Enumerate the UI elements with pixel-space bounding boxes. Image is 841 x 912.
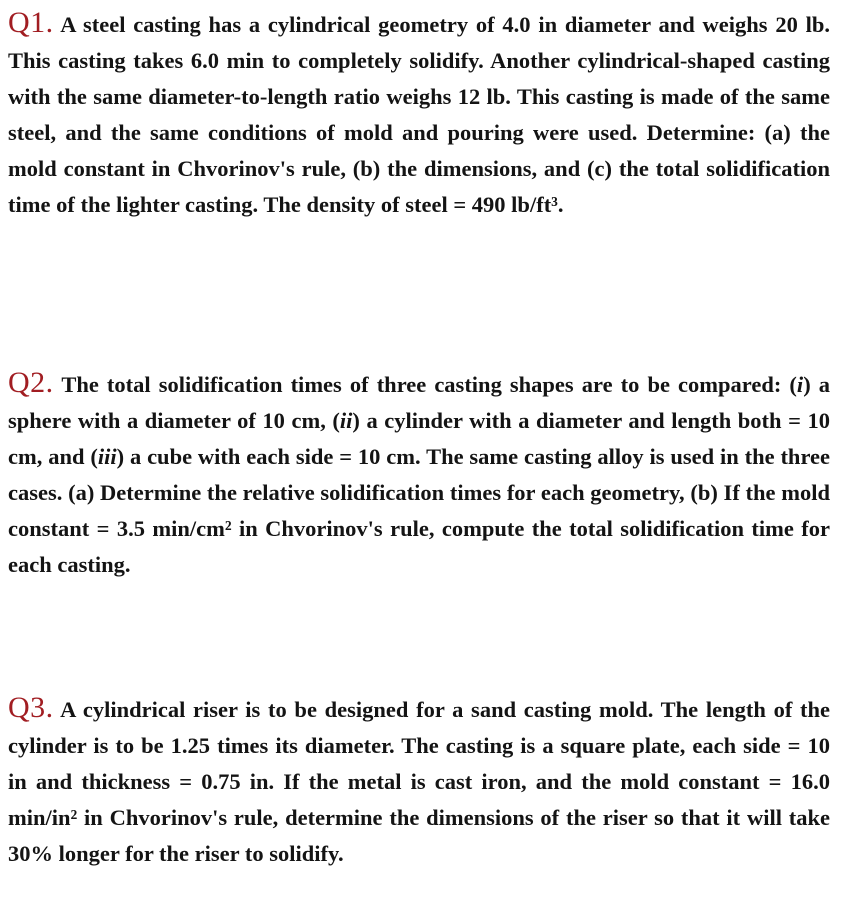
question-2 bbox=[8, 365, 830, 583]
question-2-text-part-2: ) a sphere with a diameter of 10 cm, ( bbox=[8, 372, 831, 433]
question-3-label: Q3. bbox=[8, 691, 54, 724]
question-2-roman-i: i bbox=[796, 372, 804, 397]
question-1-label: Q1. bbox=[8, 6, 54, 39]
question-3-text: A cylindrical riser is to be designed for a sand casting mold. The length of the cylinder is to be 1.25 times its diameter. The casting is a square plate, each side = 10 in and thickness = 0.75 in. If the metal is cast iron, and the mold constant = 16.0 min/in² in Chvorinov's rule, determine the dimensions of the riser so that it will take 30% longer for the riser to solidify. bbox=[8, 697, 830, 866]
question-2-text-part-4: ) a cube with each side = 10 cm. The same casting alloy is used in the three cases. (a) Determine the relative solidification times for each geometry, (b) If the mold constant = 3.5 min/cm² in Chvorinov's rule, compute the total solidification time for each casting. bbox=[8, 444, 830, 577]
question-2-roman-ii: ii bbox=[339, 408, 353, 433]
question-1-text: A steel casting has a cylindrical geometry of 4.0 in diameter and weighs 20 lb. This casting takes 6.0 min to completely solidify. Another cylindrical-shaped casting with the same diameter-to-length ratio weighs 12 lb. This casting is made of the same steel, and the same conditions of mold and pouring were used. Determine: (a) the mold constant in Chvorinov's rule, (b) the dimensions, and (c) the total solidification time of the lighter casting. The density of steel = 490 lb/ft³. bbox=[8, 12, 830, 217]
question-2-text-part-1: The total solidification times of three casting shapes are to be compared: ( bbox=[61, 372, 797, 397]
question-2-label: Q2. bbox=[8, 366, 54, 399]
question-3 bbox=[8, 690, 830, 872]
question-2-text-part-3: ) a cylinder with a diameter and length both = 10 cm, and ( bbox=[8, 408, 830, 469]
question-1 bbox=[8, 5, 830, 223]
question-2-roman-iii: iii bbox=[97, 444, 117, 469]
